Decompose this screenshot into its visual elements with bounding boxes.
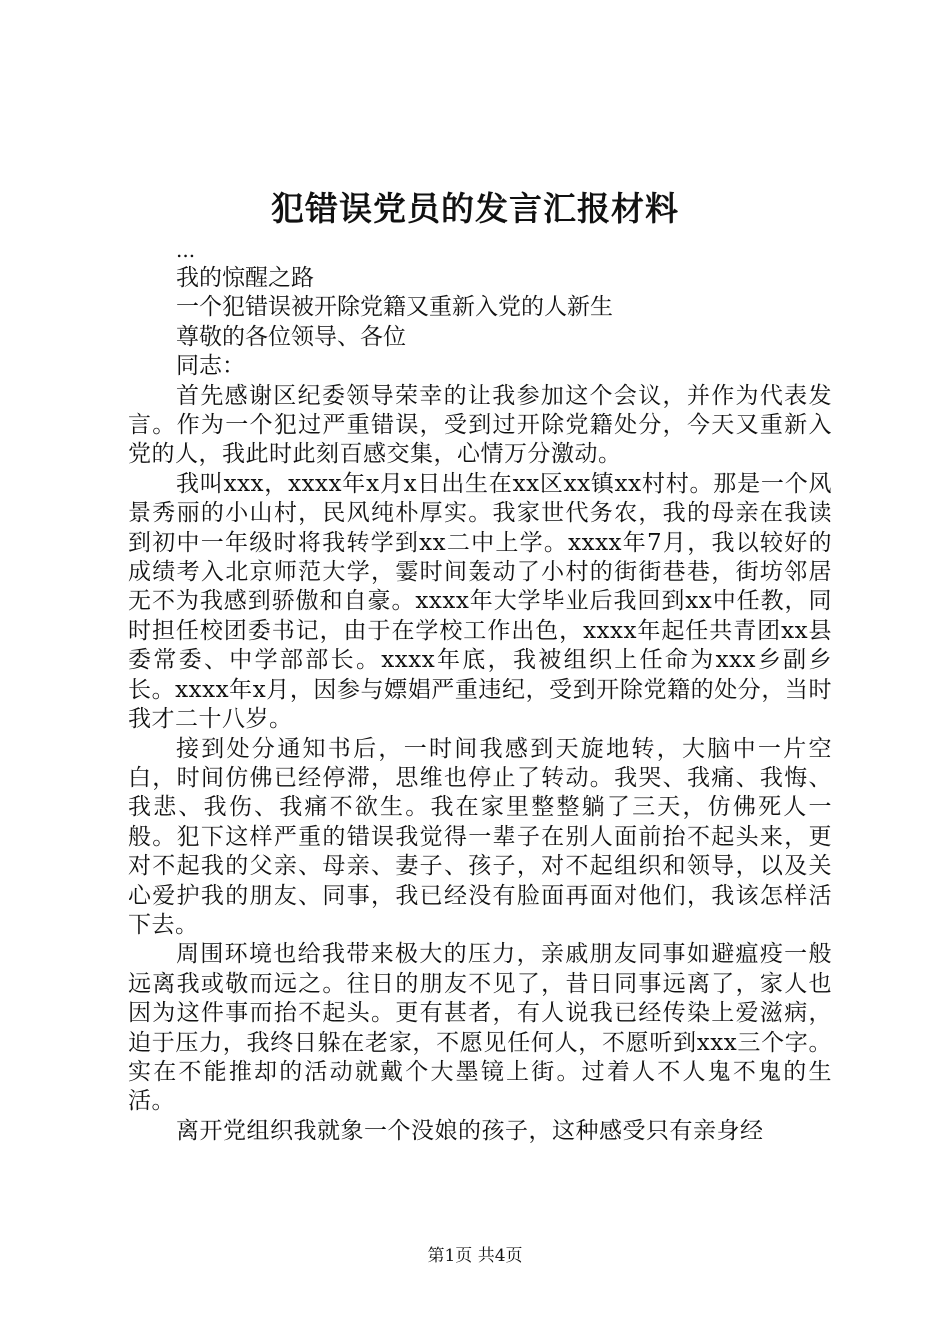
body-paragraph: 周围环境也给我带来极大的压力，亲戚朋友同事如避瘟疫一般远离我或敬而远之。往日的朋友不见了，昔日同事远离了，家人也因为这件事而抬不起头。更有甚者，有人说我已经传染上爱滋病，迫于压力，我终日躲在老家，不愿见任何人，不愿听到xxx三个字。实在不能推却的活动就戴个大墨镜上街。过着人不人鬼不鬼的生活。 (128, 941, 832, 1115)
document-title: 犯错误党员的发言汇报材料 (271, 189, 679, 228)
body-paragraph: 我叫xxx，xxxx年x月x日出生在xx区xx镇xx村村。那是一个风景秀丽的小山村，民风纯朴厚实。我家世代务农，我的母亲在我读到初中一年级时将我转学到xx二中上学。xxxx年7月，我以较好的成绩考入北京师范大学，霎时间轰动了小村的街街巷巷，街坊邻居无不为我感到骄傲和自豪。xxxx年大学毕业后我回到xx中任教，同时担任校团委书记，由于在学校工作出色，xxxx年起任共青团xx县委常委、中学部部长。xxxx年底，我被组织上任命为xxx乡副乡长。xxxx年x月，因参与嫖娼严重违纪，受到开除党籍的处分，当时我才二十八岁。 (128, 470, 832, 733)
ellipsis-mark: ... (176, 238, 196, 262)
header-line: 我的惊醒之路 (176, 265, 314, 291)
header-line: 尊敬的各位领导、各位 (176, 323, 406, 350)
header-line: 同志： (176, 353, 245, 380)
body-paragraph: 离开党组织我就象一个没娘的孩子，这种感受只有亲身经 (176, 1117, 764, 1144)
body-paragraph: 接到处分通知书后，一时间我感到天旋地转，大脑中一片空白，时间仿佛已经停滞，思维也停止了转动。我哭、我痛、我悔、我悲、我伤、我痛不欲生。我在家里整整躺了三天，仿佛死人一般。犯下这样严重的错误我觉得一辈子在别人面前抬不起头来，更对不起我的父亲、母亲、妻子、孩子，对不起组织和领导，以及关心爱护我的朋友、同事，我已经没有脸面再面对他们，我该怎样活下去。 (128, 735, 832, 938)
body-paragraph: 首先感谢区纪委领导荣幸的让我参加这个会议，并作为代表发言。作为一个犯过严重错误，受到过开除党籍处分，今天又重新入党的人，我此时此刻百感交集，心情万分激动。 (128, 382, 832, 468)
header-line: 一个犯错误被开除党籍又重新入党的人新生 (176, 294, 613, 321)
document-body (128, 240, 832, 1146)
page-footer: 第1页 共4页 (427, 1246, 523, 1266)
